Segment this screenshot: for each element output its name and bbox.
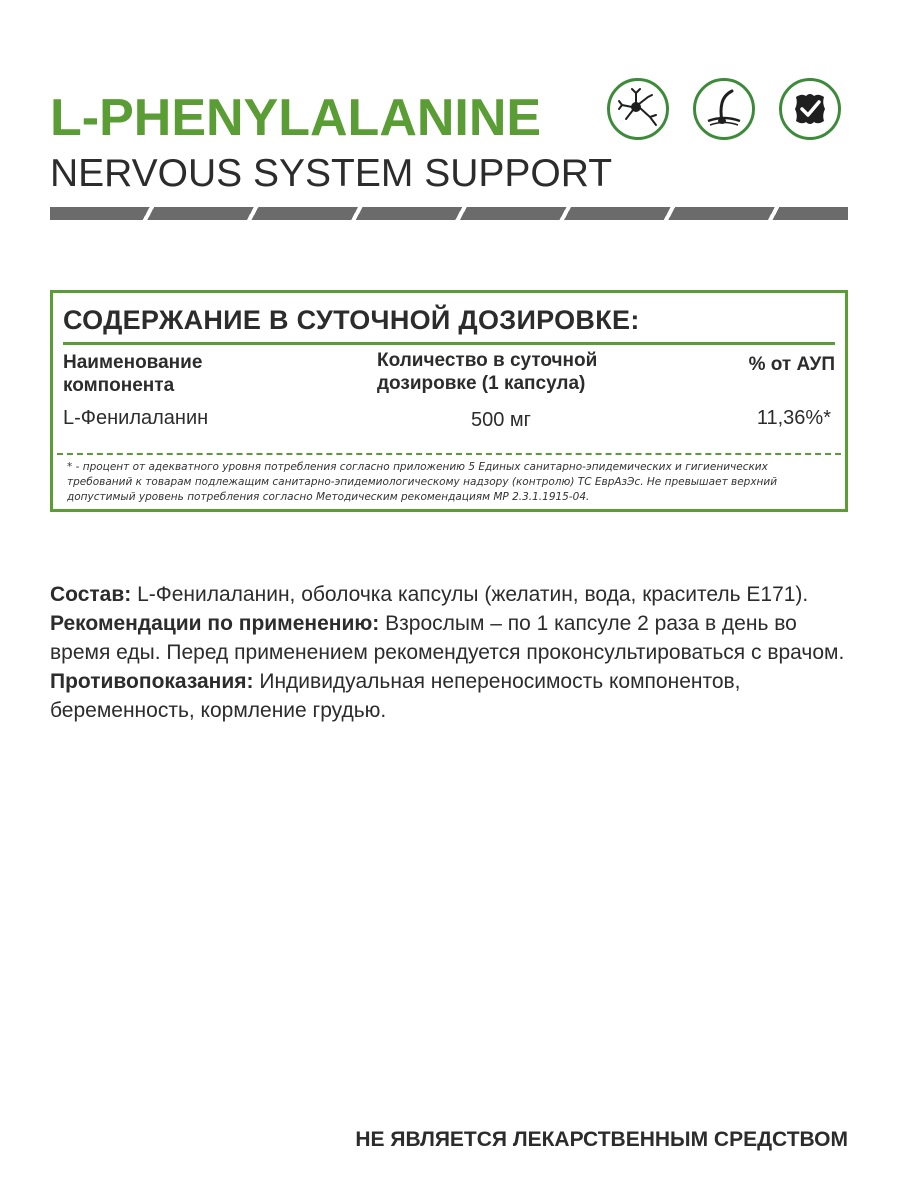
column-header-name-line1: Наименование: [63, 352, 203, 373]
row-name: L-Фенилаланин: [63, 407, 209, 429]
composition-text: L-Фенилаланин, оболочка капсулы (желатин, вода, краситель Е171).: [131, 583, 809, 606]
neuron-icon: [607, 78, 669, 140]
footnote-separator: [57, 453, 841, 455]
hair-follicle-icon: [693, 78, 755, 140]
contraindications-label: Противопоказания:: [50, 670, 254, 693]
product-title: L-PHENYLALANINE: [50, 89, 542, 147]
composition-label: Состав:: [50, 583, 132, 606]
nutrition-panel: [50, 290, 848, 512]
not-medicine-notice: НЕ ЯВЛЯЕТСЯ ЛЕКАРСТВЕННЫМ СРЕДСТВОМ: [355, 1128, 848, 1151]
usage-paragraph: [50, 609, 850, 667]
contraindications-text: Индивидуальная непереносимость компонентов, беременность, кормление грудью.: [50, 670, 741, 722]
composition-paragraph: [50, 580, 850, 609]
row-percent: 11,36%*: [756, 407, 831, 429]
column-header-name-line2: компонента: [63, 375, 175, 396]
row-amount: 500 мг: [471, 409, 531, 431]
column-header-percent: % от АУП: [748, 354, 835, 375]
benefit-icons: [607, 78, 841, 140]
column-header-name: [63, 351, 202, 397]
usage-label: Рекомендации по применению:: [50, 612, 380, 635]
footnote: * - процент от адекватного уровня потребления согласно приложению 5 Единых санитарно-эпидемических и гигиенических требований к товарам подлежащим санитарно-эпидемиологическому надзору (контролю) ТС ЕврАзЭс. Не превышает верхний допустимый уровень потребления согласно Методическим рекомендациям МР 2.3.1.1915-04.: [67, 461, 778, 503]
column-header-amount-line2: дозировке (1 капсула): [377, 373, 586, 394]
usage-text: Взрослым – по 1 капсуле 2 раза в день во время еды. Перед применением рекомендуется проконсультироваться с врачом.: [50, 612, 845, 664]
column-header-amount: [377, 349, 597, 395]
contraindications-paragraph: [50, 667, 850, 725]
product-description: [50, 580, 850, 725]
product-subtitle: NERVOUS SYSTEM SUPPORT: [50, 152, 613, 195]
leather-icon: [779, 78, 841, 140]
decorative-stripe: [50, 207, 848, 220]
panel-title: СОДЕРЖАНИЕ В СУТОЧНОЙ ДОЗИРОВКЕ:: [63, 305, 640, 335]
column-header-amount-line1: Количество в суточной: [377, 350, 598, 371]
panel-divider: [63, 342, 835, 345]
